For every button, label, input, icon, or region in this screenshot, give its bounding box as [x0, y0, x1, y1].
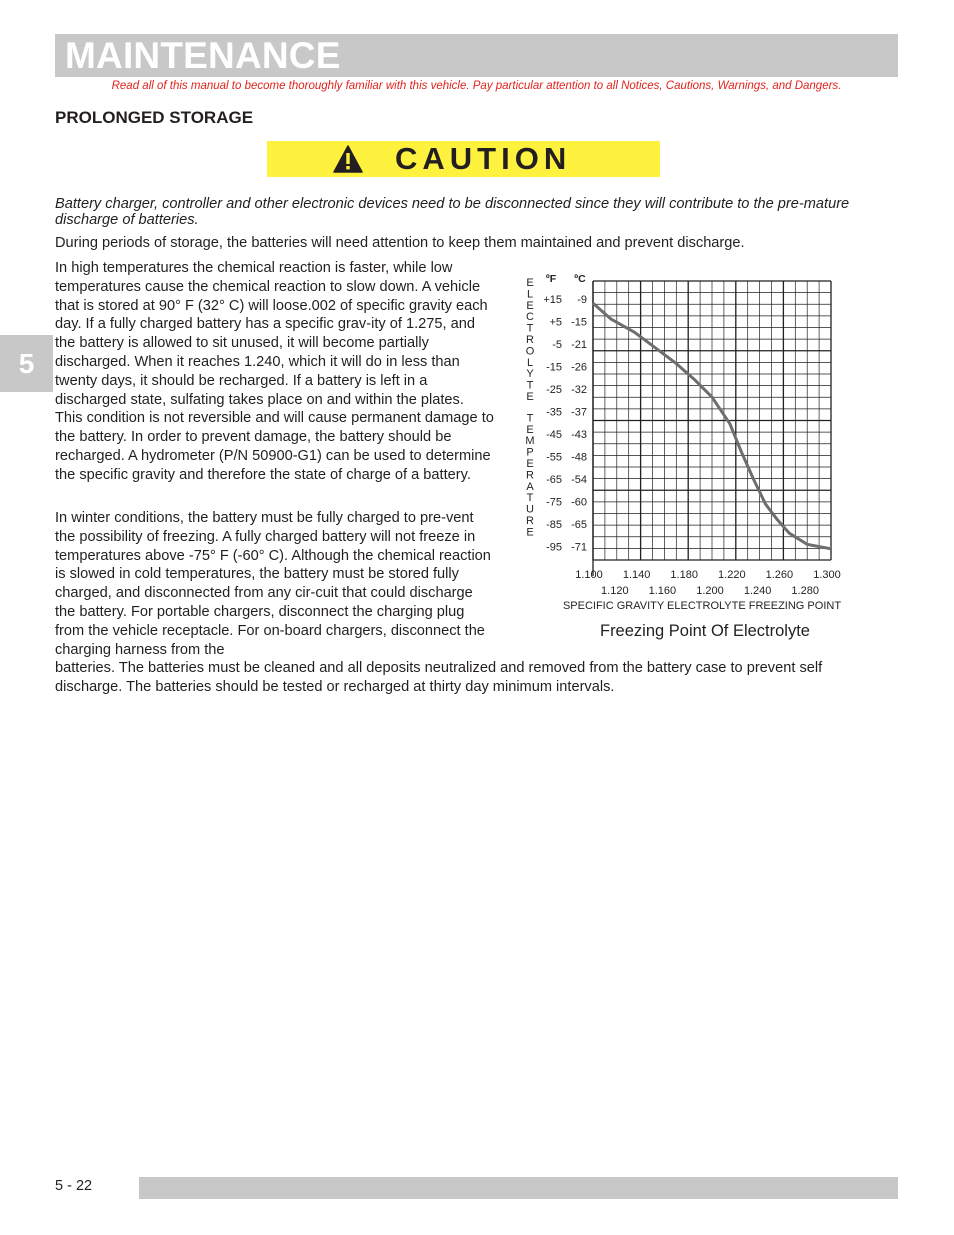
- y-tick-label-c: -26: [571, 361, 587, 374]
- x-tick-label-upper: 1.300: [813, 569, 841, 581]
- y-tick-label-c: -21: [571, 339, 587, 351]
- y-axis-label-letter: T: [526, 412, 534, 425]
- x-tick-label-upper: 1.220: [718, 569, 746, 581]
- footer-bar: [139, 1177, 898, 1199]
- y-axis-label-letter: T: [526, 322, 534, 335]
- y-unit-celsius: ºC: [574, 273, 586, 285]
- x-tick-label-lower: 1.160: [648, 585, 677, 597]
- freezing-point-chart-svg: [505, 260, 885, 620]
- y-tick-label-f: +15: [543, 294, 562, 306]
- safety-notice: Read all of this manual to become thoroughly familiar with this vehicle. Pay particular attention to all Notices, Cautions, Warnings, and Dangers.: [111, 80, 842, 92]
- warning-triangle-icon: [333, 145, 363, 173]
- y-axis-label-letter: A: [526, 480, 534, 493]
- page-number: 5 - 22: [55, 1178, 93, 1194]
- intro-paragraph: During periods of storage, the batteries will need attention to keep them maintained and prevent discharge.: [55, 235, 745, 251]
- y-axis-label-letter: Y: [526, 368, 534, 381]
- y-axis-label-letter: R: [526, 334, 534, 346]
- y-tick-label-f: -85: [546, 519, 562, 531]
- freezing-point-chart: [505, 260, 885, 650]
- y-tick-label-f: -25: [546, 384, 562, 396]
- y-axis-label-letter: E: [526, 423, 534, 436]
- y-tick-label-f: -55: [546, 451, 562, 464]
- x-tick-label-upper: 1.140: [622, 569, 651, 581]
- y-axis-label-letter: T: [526, 379, 534, 392]
- header-bar: [55, 34, 898, 77]
- winter-paragraph: In winter conditions, the battery must be fully charged to pre-vent the possibility of freezing. A fully charged battery will not freeze in temperatures above -75° F (-60° C). Although the chemical reaction is slowed in cold temperatures, the battery must be stored fully charged, and disconnected from any cir-cuit that could discharge the battery. For portable chargers, disconnect the charging plug from the vehicle receptacle. For on-board chargers, disconnect the charging harness from the: [55, 510, 491, 658]
- y-axis-label-letter: E: [526, 277, 534, 289]
- y-tick-label-c: -65: [571, 519, 587, 531]
- y-tick-label-c: -71: [571, 541, 587, 554]
- x-tick-label-lower: 1.120: [601, 585, 629, 597]
- y-unit-fahrenheit: ºF: [545, 273, 557, 285]
- section-title: PROLONGED STORAGE: [55, 108, 254, 127]
- y-tick-label-c: -9: [577, 294, 587, 306]
- x-tick-label-lower: 1.280: [791, 585, 819, 597]
- y-tick-label-f: -35: [546, 406, 562, 419]
- y-axis-label-letter: R: [526, 515, 534, 527]
- y-axis-label-letter: E: [526, 391, 534, 403]
- caution-label: CAUTION: [395, 141, 572, 176]
- x-axis-label: SPECIFIC GRAVITY ELECTROLYTE FREEZING POINT: [562, 600, 842, 612]
- caution-banner: [267, 141, 660, 177]
- y-tick-label-c: -43: [571, 429, 587, 441]
- y-tick-label-c: -60: [571, 496, 587, 509]
- chart-caption: Freezing Point Of Electrolyte: [599, 622, 810, 640]
- y-axis-label-letter: E: [526, 299, 534, 312]
- x-tick-label-upper: 1.260: [765, 569, 794, 581]
- x-tick-label-upper: 1.180: [670, 569, 698, 581]
- x-tick-label-lower: 1.240: [743, 585, 772, 597]
- x-tick-label-lower: 1.200: [696, 585, 724, 597]
- high-temperature-paragraph: In high temperatures the chemical reaction is faster, while low temperatures cause the chemical reaction to slow down. A vehicle that is stored at 90° F (32° C) will loose.002 of specific gravity each day. If a fully charged battery has a specific grav-ity of 1.275, and the battery is allowed to sit unused, it will become partially discharged. When it reaches 1.240, which it will do in less than twenty days, it should be recharged. If a battery is left in a discharged state, sulfating takes place on and within the plates. This condition is not reversible and will cause permanent damage to the battery. In order to prevent damage, the battery should be recharged. A hydrometer (P/N 50900-G1) can be used to determine the specific gravity and therefore the state of charge of a battery.: [55, 260, 494, 483]
- y-axis-label-letter: E: [526, 526, 534, 539]
- page-title: MAINTENANCE: [65, 35, 341, 76]
- caution-paragraph: Battery charger, controller and other electronic devices need to be disconnected since they will contribute to the pre-mature discharge of batteries.: [55, 196, 850, 228]
- y-axis-label-letter: P: [526, 446, 534, 459]
- y-tick-label-f: -45: [546, 429, 562, 441]
- x-tick-label-upper: 1.100: [575, 569, 603, 581]
- y-tick-label-f: -5: [552, 339, 562, 351]
- y-axis-label-letter: U: [526, 503, 534, 516]
- y-axis-label-letter: M: [525, 435, 535, 448]
- y-axis-label-letter: C: [526, 311, 534, 324]
- y-tick-label-f: -75: [546, 496, 562, 509]
- y-tick-label-f: -65: [546, 474, 562, 486]
- y-tick-label-f: -15: [546, 361, 562, 374]
- y-axis-label-letter: L: [526, 356, 534, 369]
- y-tick-label-c: -37: [571, 406, 587, 419]
- y-tick-label-c: -15: [571, 316, 587, 329]
- winter-paragraph-continued: batteries. The batteries must be cleaned and all deposits neutralized and removed from the battery case to prevent self discharge. The batteries should be tested or recharged at thirty day minimum intervals.: [55, 660, 823, 695]
- y-tick-label-f: -95: [546, 541, 562, 554]
- y-tick-label-c: -48: [571, 451, 587, 464]
- y-axis-label-letter: R: [526, 469, 534, 482]
- y-axis-label-letter: T: [526, 492, 534, 505]
- y-axis-label-letter: O: [525, 345, 535, 358]
- y-tick-label-c: -54: [571, 474, 587, 486]
- y-tick-label-c: -32: [571, 384, 587, 396]
- y-axis-label-letter: L: [526, 288, 534, 301]
- chapter-tab: 5: [0, 335, 53, 392]
- y-tick-label-f: +5: [549, 316, 562, 329]
- y-axis-label-letter: E: [526, 458, 534, 470]
